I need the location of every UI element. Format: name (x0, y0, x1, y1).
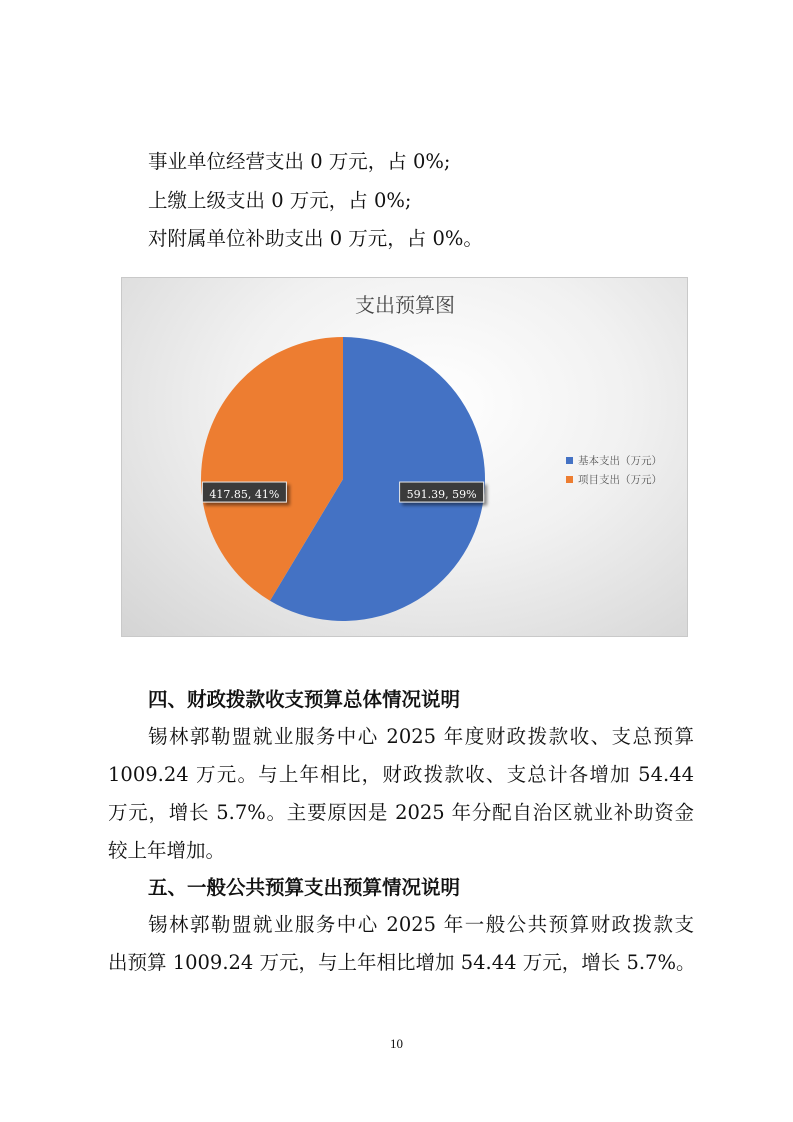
text-line-operating-expense: 事业单位经营支出 0 万元，占 0%; (148, 150, 451, 173)
section-4-line-4: 较上年增加。 (108, 839, 226, 862)
page-number: 10 (390, 1036, 403, 1051)
legend-item-project-expense (566, 473, 662, 486)
data-label-basic-expense (400, 482, 484, 502)
text-line-subsidiary-expense: 对附属单位补助支出 0 万元，占 0%。 (148, 227, 483, 250)
section-5-line-2: 出预算 1009.24 万元，与上年相比增加 54.44 万元，增长 5.7%。 (108, 951, 696, 974)
chart-legend (566, 454, 662, 486)
section-4-line-3: 万元，增长 5.7%。主要原因是 2025 年分配自治区就业补助资金 (108, 801, 694, 824)
section-4-line-1: 锡林郭勒盟就业服务中心 2025 年度财政拨款收、支总预算 (148, 725, 694, 748)
svg-text:591.39, 59%: 591.39, 59% (406, 488, 477, 502)
pie-slices (201, 337, 485, 621)
svg-text:基本支出（万元）: 基本支出（万元） (578, 455, 662, 467)
section-5-line-1: 锡林郭勒盟就业服务中心 2025 年一般公共预算财政拨款支 (148, 913, 694, 936)
section-4-line-2: 1009.24 万元。与上年相比，财政拨款收、支总计各增加 54.44 (108, 763, 694, 786)
data-label-project-expense (202, 482, 286, 502)
section-5-heading: 五、一般公共预算支出预算情况说明 (148, 876, 461, 899)
section-4-heading: 四、财政拨款收支预算总体情况说明 (148, 688, 461, 711)
legend-item-basic-expense (566, 454, 662, 467)
pie-chart-svg (122, 278, 687, 636)
svg-text:项目支出（万元）: 项目支出（万元） (578, 474, 662, 486)
chart-title: 支出预算图 (355, 293, 455, 317)
svg-text:417.85, 41%: 417.85, 41% (209, 488, 280, 502)
expense-budget-chart (121, 277, 688, 637)
text-line-upper-level-expense: 上缴上级支出 0 万元，占 0%; (148, 189, 412, 212)
